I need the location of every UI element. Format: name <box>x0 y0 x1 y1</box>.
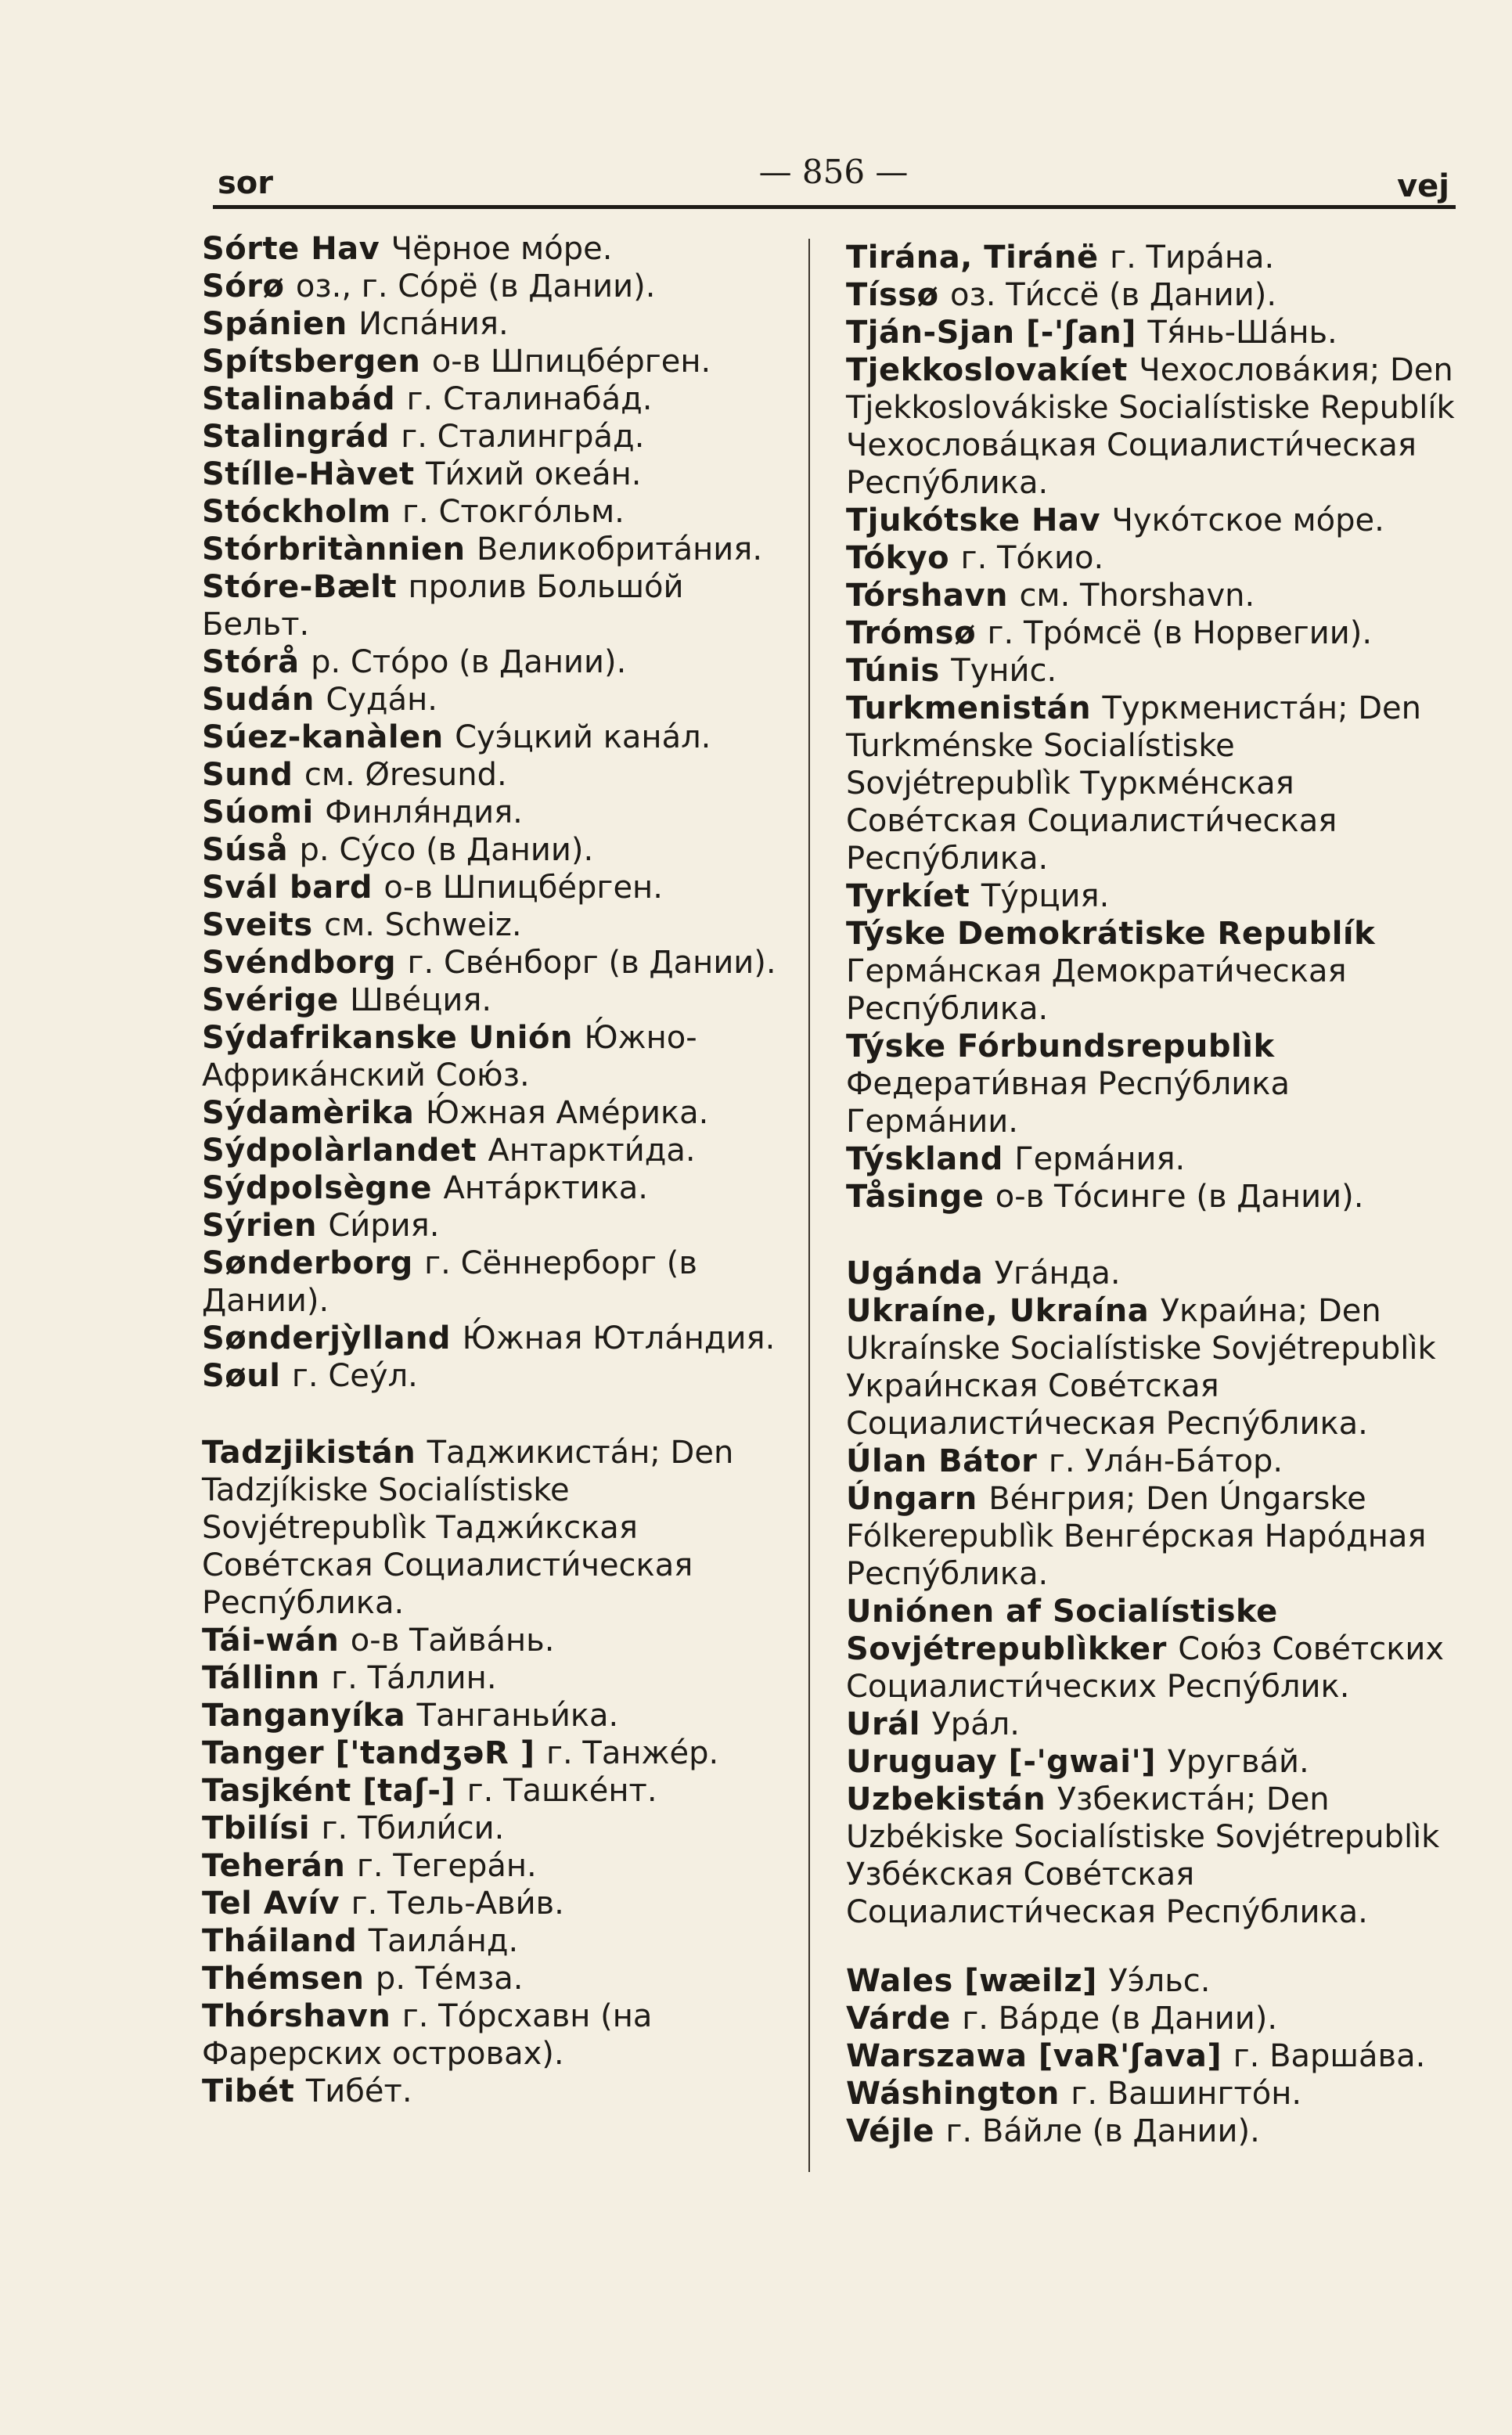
headword: Svál bard <box>202 870 384 906</box>
headword: Sudán <box>202 682 326 718</box>
headword: Várde <box>846 2001 963 2037</box>
dictionary-entry: Spítsbergen о-в Шпицбе́рген. <box>202 344 711 380</box>
dictionary-entry: Trómsø г. Тро́мсё (в Норвегии). <box>846 615 1373 651</box>
headword: Úlan Bátor <box>846 1443 1049 1479</box>
headword: Súså <box>202 832 300 868</box>
dictionary-entry: Túnis Туни́с. <box>846 653 1057 689</box>
headword: Tbilísi <box>202 1810 322 1846</box>
dictionary-entry: Tanger ['tandʒəR ] г. Танже́р. <box>202 1735 719 1771</box>
page-number: — 856 — <box>758 153 909 191</box>
dictionary-entry: Týske Demokrátiske Republík Герма́нская Демократи́ческая Респу́блика. <box>846 916 1376 1027</box>
dictionary-entry: Sønderjỳlland Ю́жная Ютла́ндия. <box>202 1320 776 1356</box>
dictionary-entry: Stalingrád г. Сталингра́д. <box>202 419 645 455</box>
dictionary-entry: Tirána, Tiránë г. Тира́на. <box>846 240 1275 276</box>
dictionary-entry: Tyrkíet Ту́рция. <box>846 878 1110 914</box>
headword: Wales [wæilz] <box>846 1963 1109 1999</box>
headword: Tadzjikistán <box>202 1435 427 1471</box>
dictionary-entry: Týske Fórbundsrepublìk Федерати́вная Респу́блика Герма́нии. <box>846 1028 1290 1140</box>
headword: Søul <box>202 1358 292 1394</box>
dictionary-entry: Uruguay [-'gwai'] Уругва́й. <box>846 1744 1309 1780</box>
headword: Tasjként [taʃ-] <box>202 1773 467 1809</box>
dictionary-entry: Sýdafrikanske Unión Ю́жно-Африка́нский Сою́з. <box>202 1020 697 1093</box>
dictionary-entry: Tibét Тибе́т. <box>202 2073 412 2109</box>
headword: Súomi <box>202 794 326 830</box>
headword: Tjukótske Hav <box>846 502 1112 539</box>
headword: Sórø <box>202 268 296 304</box>
dictionary-entry: Søul г. Сеу́л. <box>202 1358 418 1394</box>
dictionary-entry: Tbilísi г. Тбили́си. <box>202 1810 505 1846</box>
dictionary-entry: Uzbekistán Узбекиста́н; Den Uzbékiske Socialístiske Sovjétrepublìk Узбе́кская Сове́тская Социалисти́ческая Респу́блика. <box>846 1781 1440 1930</box>
dictionary-entry: Tái-wán о-в Тайва́нь. <box>202 1623 555 1659</box>
headword: Sórte Hav <box>202 231 391 267</box>
headword: Sønderborg <box>202 1245 425 1281</box>
headword: Ugánda <box>846 1255 995 1291</box>
headword: Sýdamèrika <box>202 1095 426 1131</box>
dictionary-entry: Ukraíne, Ukraína Украи́на; Den Ukraínske Socialístiske Sovjétrepublìk Украи́нская Сове́тская Социалисти́ческая Респу́блика. <box>846 1293 1436 1442</box>
dictionary-entry: Tåsinge о-в То́синге (в Дании). <box>846 1179 1364 1215</box>
dictionary-entry: Tháiland Таила́нд. <box>202 1923 519 1959</box>
headword: Stórbritànnien <box>202 531 477 567</box>
dictionary-entry: Wáshington г. Вашингто́н. <box>846 2076 1302 2112</box>
headword: Sund <box>202 757 304 793</box>
headword: Tíssø <box>846 277 951 313</box>
headword: Véjle <box>846 2113 946 2149</box>
dictionary-entry: Sórø оз., г. Сóрё (в Дании). <box>202 268 656 304</box>
headword: Urál <box>846 1706 932 1742</box>
headword: Tanger ['tandʒəR ] <box>202 1735 546 1771</box>
headword: Turkmenistán <box>846 690 1103 726</box>
headword: Thémsen <box>202 1961 376 1997</box>
dictionary-entry: Sund см. Øresund. <box>202 757 507 793</box>
headword: Stórå <box>202 644 311 680</box>
section-gap <box>846 1931 1455 1962</box>
dictionary-entry: Súså р. Су́со (в Дании). <box>202 832 594 868</box>
section-gap <box>846 1216 1455 1255</box>
dictionary-entry: Sýdpolàrlandet Антаркти́да. <box>202 1133 696 1169</box>
headword: Sýdpolàrlandet <box>202 1133 488 1169</box>
dictionary-entry: Svál bard о-в Шпицбе́рген. <box>202 870 663 906</box>
dictionary-entry: Sønderborg г. Сённерборг (в Дании). <box>202 1245 697 1319</box>
dictionary-entry: Spánien Испа́ния. <box>202 306 509 342</box>
dictionary-entry: Stílle-Hàvet Ти́хий океа́н. <box>202 456 642 492</box>
headword: Túnis <box>846 653 952 689</box>
dictionary-entry: Tókyo г. То́кио. <box>846 540 1104 576</box>
headword: Stalingrád <box>202 419 401 455</box>
headword: Ukraíne, Ukraína <box>846 1293 1161 1329</box>
dictionary-entry: Thémsen р. Те́мза. <box>202 1961 524 1997</box>
headword: Stóre-Bælt <box>202 569 409 605</box>
headword: Stalinabád <box>202 381 407 417</box>
headword: Tyrkíet <box>846 878 981 914</box>
dictionary-entry: Tíssø оз. Ти́ссё (в Дании). <box>846 277 1277 313</box>
headword: Spítsbergen <box>202 344 432 380</box>
dictionary-entry: Wales [wæilz] Уэ́льс. <box>846 1963 1211 1999</box>
headword: Sýdafrikanske Unión <box>202 1020 585 1056</box>
guide-word-right: vej <box>1397 168 1449 204</box>
dictionary-entry: Urál Ура́л. <box>846 1706 1020 1742</box>
dictionary-entry: Ugánda Уга́нда. <box>846 1255 1121 1291</box>
headword: Tibét <box>202 2073 306 2109</box>
headword: Súez-kanàlen <box>202 719 455 755</box>
dictionary-entry: Tjekkoslovakíet Чехослова́кия; Den Tjekkoslovákiske Socialístiske Republík Чехослова́цкая Социалисти́ческая Респу́блика. <box>846 352 1455 501</box>
dictionary-entry: Uniónen af Socialístiske Sovjétrepublìkker Сою́з Сове́тских Социалисти́ческих Респу́блик. <box>846 1594 1445 1705</box>
headword: Warszawa [vaR'ʃava] <box>846 2038 1233 2074</box>
dictionary-entry: Stóre-Bælt пролив Большо́й Бельт. <box>202 569 684 643</box>
dictionary-entry: Sveits см. Schweiz. <box>202 907 522 943</box>
dictionary-entry: Thórshavn г. То́рсхавн (на Фарерских островах). <box>202 1998 653 2072</box>
headword: Tállinn <box>202 1660 332 1696</box>
headword: Tåsinge <box>846 1179 995 1215</box>
headword: Svéndborg <box>202 945 408 981</box>
header-rule <box>213 205 1456 209</box>
headword: Tháiland <box>202 1923 369 1959</box>
headword: Wáshington <box>846 2076 1071 2112</box>
headword: Sýrien <box>202 1208 329 1244</box>
guide-word-left: sor <box>218 165 274 201</box>
dictionary-entry: Tállinn г. Та́ллин. <box>202 1660 497 1696</box>
headword: Trómsø <box>846 615 988 651</box>
dictionary-entry: Súomi Финля́ндия. <box>202 794 523 830</box>
headword: Svérige <box>202 982 351 1018</box>
dictionary-entry: Sýdamèrika Ю́жная Аме́рика. <box>202 1095 709 1131</box>
dictionary-entry: Teherán г. Тегера́н. <box>202 1848 537 1884</box>
headword: Tel Avív <box>202 1886 351 1922</box>
headword: Tján-Sjan [-'ʃan] <box>846 315 1148 351</box>
dictionary-entry: Tasjként [taʃ-] г. Ташке́нт. <box>202 1773 657 1809</box>
dictionary-entry: Warszawa [vaR'ʃava] г. Варша́ва. <box>846 2038 1426 2074</box>
dictionary-entry: Tórshavn см. Thorshavn. <box>846 578 1255 614</box>
right-column <box>846 239 1455 2150</box>
section-gap <box>202 1395 797 1434</box>
dictionary-entry: Stalinabád г. Сталинаба́д. <box>202 381 653 417</box>
headword: Thórshavn <box>202 1998 402 2034</box>
dictionary-entry: Tel Avív г. Тель-Ави́в. <box>202 1886 564 1922</box>
headword: Uruguay [-'gwai'] <box>846 1744 1168 1780</box>
headword: Sveits <box>202 907 325 943</box>
dictionary-entry: Tanganyíka Танганьи́ка. <box>202 1698 619 1734</box>
dictionary-entry: Svéndborg г. Све́нборг (в Дании). <box>202 945 776 981</box>
headword: Uzbekistán <box>846 1781 1057 1817</box>
headword: Tjekkoslovakíet <box>846 352 1139 388</box>
headword: Týskland <box>846 1141 1015 1177</box>
headword: Tórshavn <box>846 578 1020 614</box>
headword: Týske Demokrátiske Republík <box>846 916 1376 952</box>
dictionary-entry: Stórå р. Сто́ро (в Дании). <box>202 644 627 680</box>
dictionary-entry: Stórbritànnien Великобрита́ния. <box>202 531 763 567</box>
dictionary-entry: Tján-Sjan [-'ʃan] Тя́нь-Ша́нь. <box>846 315 1337 351</box>
headword: Tanganyíka <box>202 1698 417 1734</box>
dictionary-entry: Úlan Bátor г. Ула́н-Ба́тор. <box>846 1443 1283 1479</box>
dictionary-entry: Véjle г. Ва́йле (в Дании). <box>846 2113 1260 2149</box>
dictionary-entry: Stóckholm г. Стокго́льм. <box>202 494 625 530</box>
dictionary-entry: Sudán Суда́н. <box>202 682 437 718</box>
headword: Týske Fórbundsrepublìk <box>846 1028 1275 1064</box>
dictionary-entry: Sórte Hav Чёрное мо́ре. <box>202 231 613 267</box>
dictionary-entry: Svérige Шве́ция. <box>202 982 492 1018</box>
headword: Stílle-Hàvet <box>202 456 427 492</box>
headword: Tirána, Tiránë <box>846 240 1111 276</box>
dictionary-entry: Týskland Герма́ния. <box>846 1141 1186 1177</box>
headword: Stóckholm <box>202 494 402 530</box>
dictionary-entry: Súez-kanàlen Суэ́цкий кана́л. <box>202 719 711 755</box>
dictionary-entry: Tjukótske Hav Чуко́тское мо́ре. <box>846 502 1384 539</box>
headword: Úngarn <box>846 1481 989 1517</box>
headword: Spánien <box>202 306 359 342</box>
column-divider <box>808 239 810 2172</box>
headword: Tái-wán <box>202 1623 351 1659</box>
headword: Tókyo <box>846 540 961 576</box>
dictionary-entry: Turkmenistán Туркмениста́н; Den Turkménske Socialístiske Sovjétrepublìk Туркме́нская Сове́тская Социалисти́ческая Респу́блика. <box>846 690 1422 877</box>
dictionary-entry: Sýdpolsègne Анта́рктика. <box>202 1170 649 1206</box>
headword: Teherán <box>202 1848 357 1884</box>
headword: Sønderjỳlland <box>202 1320 463 1356</box>
headword: Sýdpolsègne <box>202 1170 444 1206</box>
left-column <box>202 230 797 2110</box>
headword: Uniónen af Socialístiske Sovjétrepublìkker <box>846 1594 1278 1667</box>
dictionary-entry: Várde г. Ва́рде (в Дании). <box>846 2001 1278 2037</box>
dictionary-entry: Tadzjikistán Таджикиста́н; Den Tadzjíkiske Socialístiske Sovjétrepublìk Таджи́кская Сове́тская Социалисти́ческая Респу́блика. <box>202 1435 734 1621</box>
dictionary-entry: Úngarn Ве́нгрия; Den Úngarske Fólkerepublìk Венге́рская Наро́дная Респу́блика. <box>846 1481 1427 1592</box>
dictionary-entry: Sýrien Си́рия. <box>202 1208 440 1244</box>
